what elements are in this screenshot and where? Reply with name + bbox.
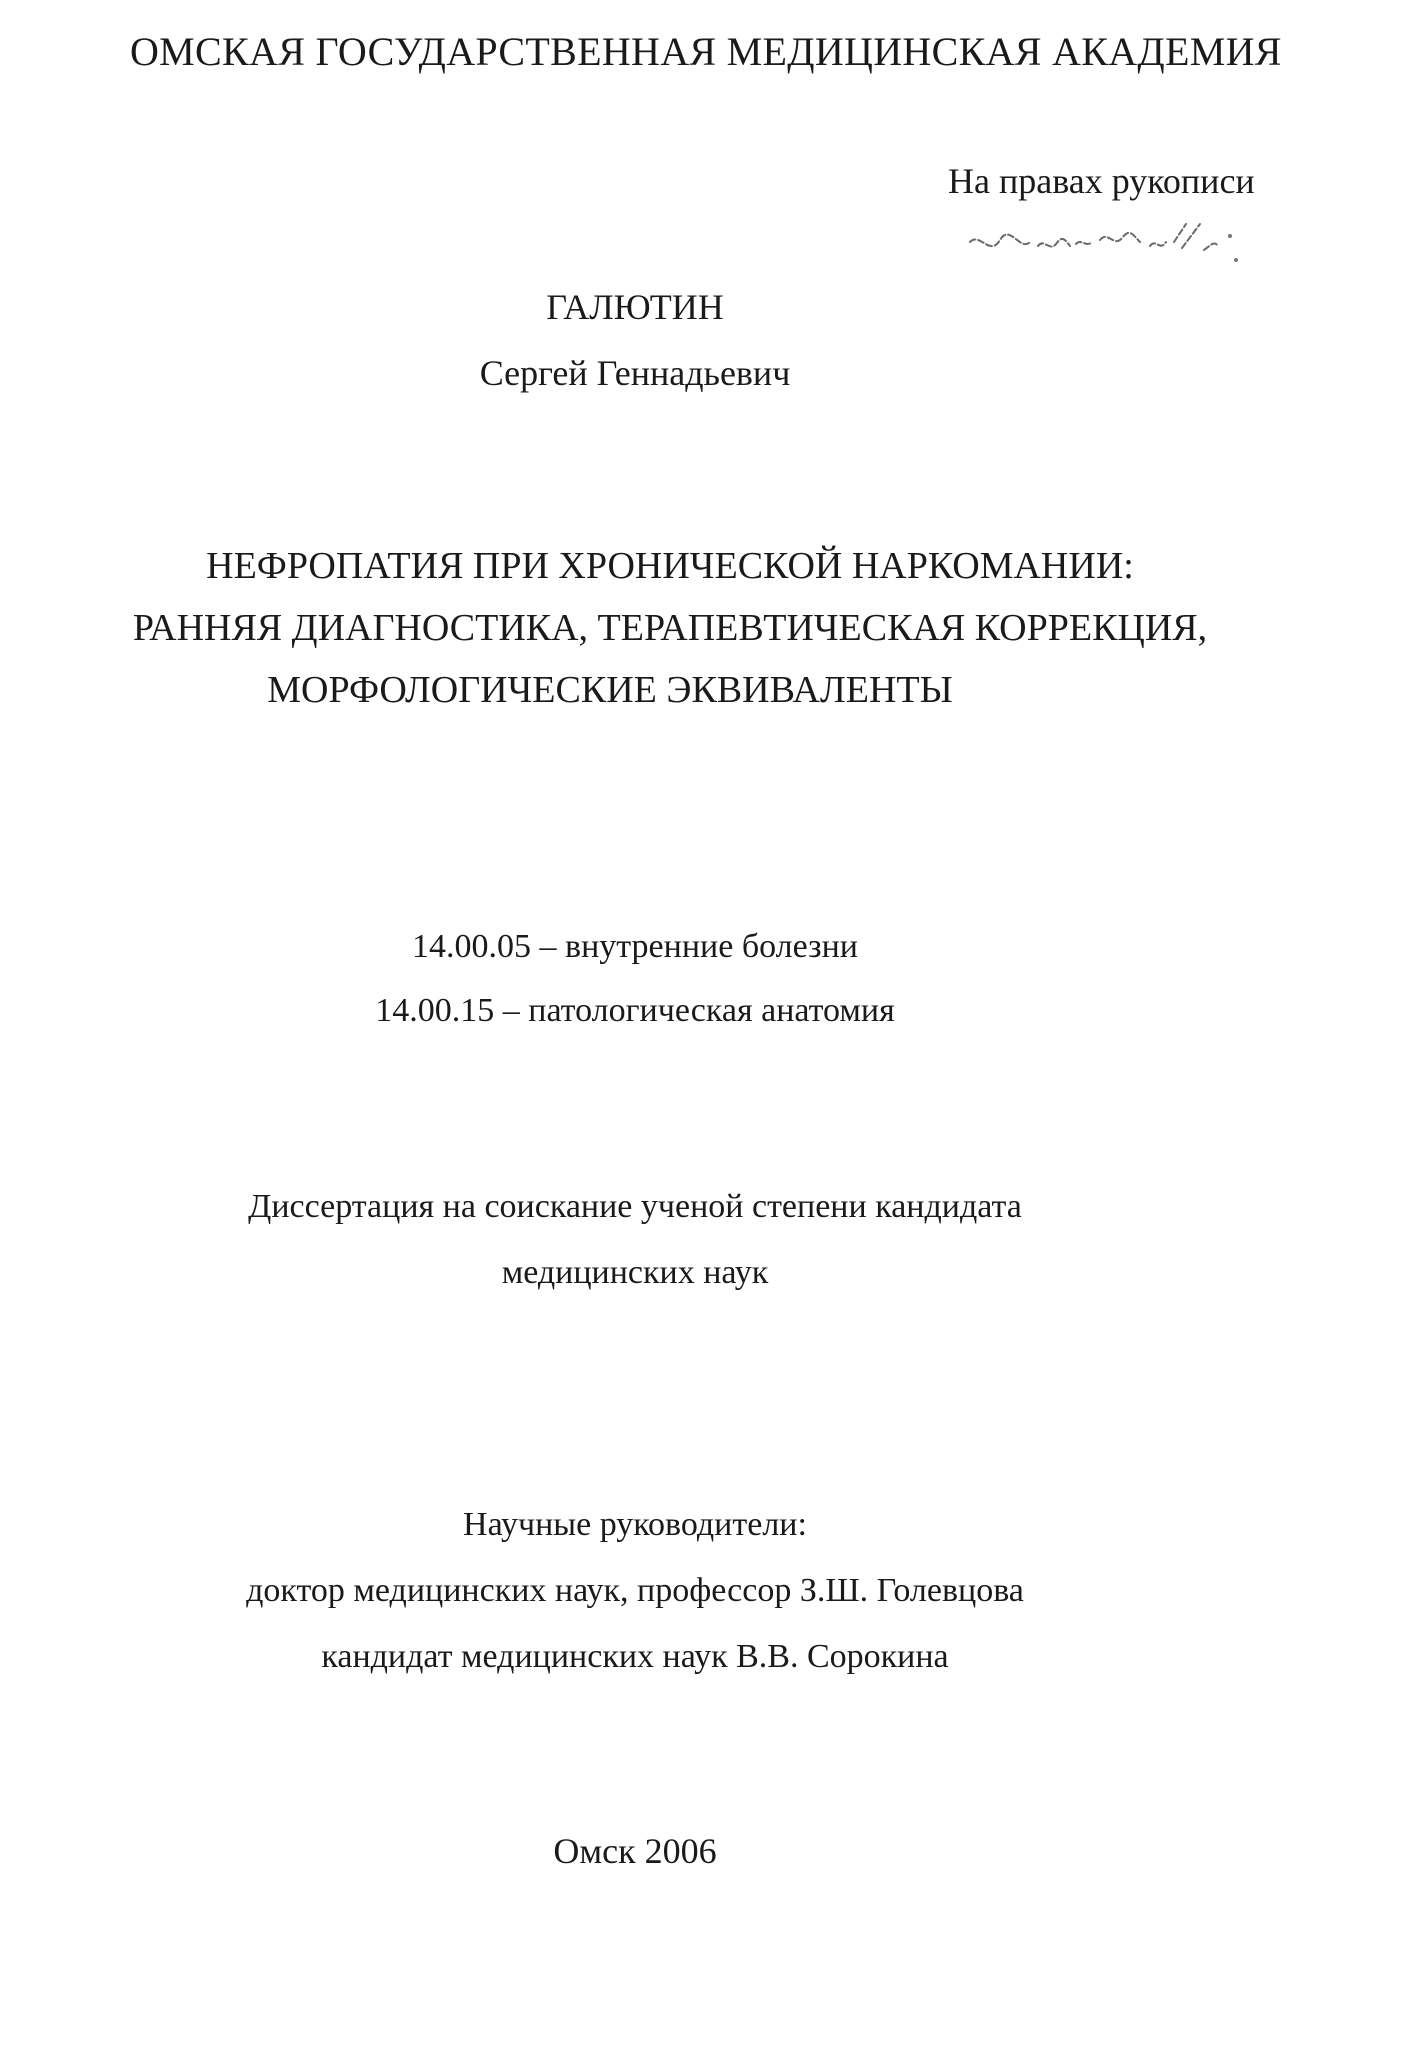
institution-name: ОМСКАЯ ГОСУДАРСТВЕННАЯ МЕДИЦИНСКАЯ АКАДЕМИЯ (130, 29, 1282, 74)
manuscript-note: На правах рукописи (948, 161, 1255, 201)
title-line-2: РАННЯЯ ДИАГНОСТИКА, ТЕРАПЕВТИЧЕСКАЯ КОРРЕКЦИЯ, (132, 607, 1208, 649)
title-line-3: МОРФОЛОГИЧЕСКИЕ ЭКВИВАЛЕНТЫ (267, 669, 953, 711)
handwritten-signature (960, 212, 1280, 282)
specialty-internal-diseases: 14.00.05 – внутренние болезни (412, 928, 858, 965)
supervisor-2: кандидат медицинских наук В.В. Сорокина (321, 1638, 949, 1675)
thesis-description-line-2: медицинских наук (501, 1254, 769, 1291)
title-line-1: НЕФРОПАТИЯ ПРИ ХРОНИЧЕСКОЙ НАРКОМАНИИ: (206, 545, 1134, 587)
place-and-year: Омск 2006 (553, 1831, 717, 1871)
author-surname: ГАЛЮТИН (546, 287, 724, 327)
thesis-description-line-1: Диссертация на соискание ученой степени кандидата (248, 1188, 1022, 1225)
supervisors-heading: Научные руководители: (463, 1506, 807, 1543)
supervisor-1: доктор медицинских наук, профессор З.Ш. Голевцова (246, 1572, 1024, 1609)
specialty-pathological-anatomy: 14.00.15 – патологическая анатомия (375, 992, 895, 1029)
author-given-names: Сергей Геннадьевич (479, 353, 791, 393)
